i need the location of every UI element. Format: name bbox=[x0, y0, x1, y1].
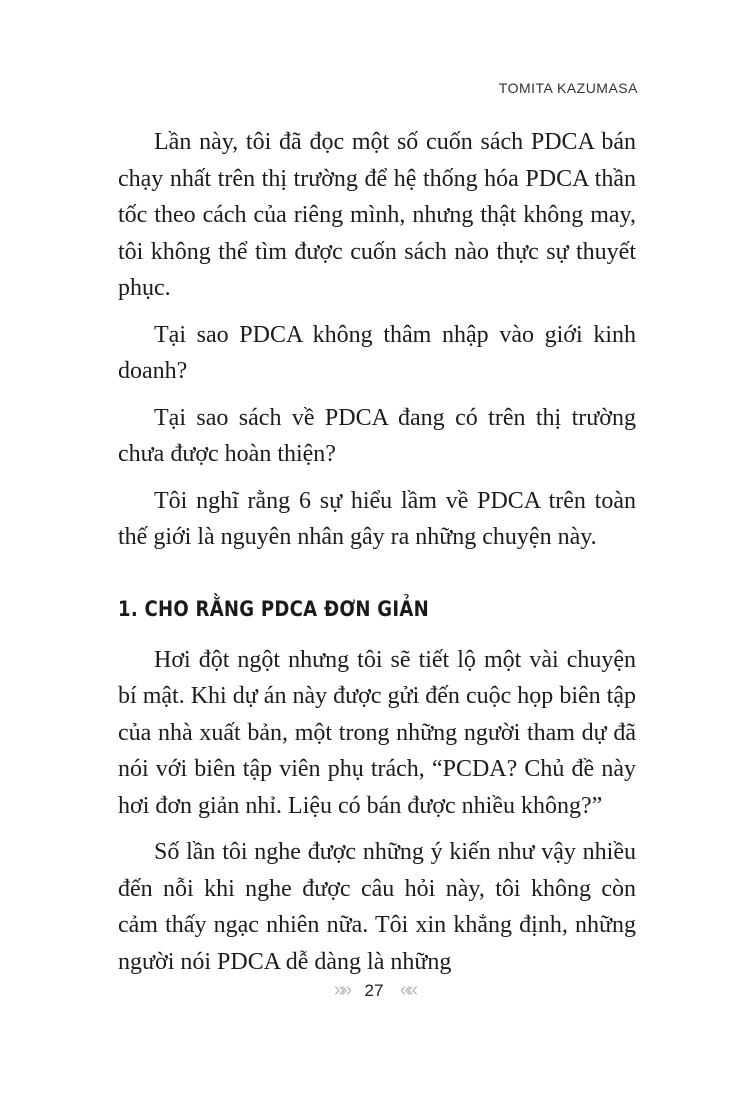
chevron-left-ornament-icon: «« bbox=[399, 979, 415, 1001]
paragraph: Tại sao PDCA không thâm nhập vào giới kinh doanh? bbox=[118, 321, 636, 384]
chevron-right-ornament-icon: »» bbox=[333, 979, 349, 1001]
paragraph: Số lần tôi nghe được những ý kiến như vậy nhiều đến nỗi khi nghe được câu hỏi này, tôi không còn cảm thấy ngạc nhiên nữa. Tôi xin khẳng định, những người nói PDCA dễ dàng là những bbox=[118, 839, 636, 975]
paragraph: Tại sao sách về PDCA đang có trên thị trường chưa được hoàn thiện? bbox=[118, 404, 636, 467]
body-text bbox=[118, 124, 636, 990]
paragraph: Hơi đột ngột nhưng tôi sẽ tiết lộ một vài chuyện bí mật. Khi dự án này được gửi đến cuộc họp biên tập của nhà xuất bản, một trong những người tham dự đã nói với biên tập viên phụ trách, “PCDA? Chủ đề này hơi đơn giản nhỉ. Liệu có bán được nhiều không?” bbox=[118, 646, 636, 819]
page-number: 27 bbox=[364, 980, 384, 1000]
section-heading: 1. CHO RẰNG PDCA ĐƠN GIẢN bbox=[118, 596, 429, 621]
paragraph: Lần này, tôi đã đọc một số cuốn sách PDCA bán chạy nhất trên thị trường để hệ thống hóa PDCA thần tốc theo cách của riêng mình, nhưng thật không may, tôi không thể tìm được cuốn sách nào thực sự thuyết phục. bbox=[118, 129, 636, 301]
paragraph: Tôi nghĩ rằng 6 sự hiểu lầm về PDCA trên toàn thế giới là nguyên nhân gây ra những chuyện này. bbox=[118, 487, 636, 550]
page-footer bbox=[0, 979, 748, 1002]
running-head-author: TOMITA KAZUMASA bbox=[498, 80, 638, 96]
